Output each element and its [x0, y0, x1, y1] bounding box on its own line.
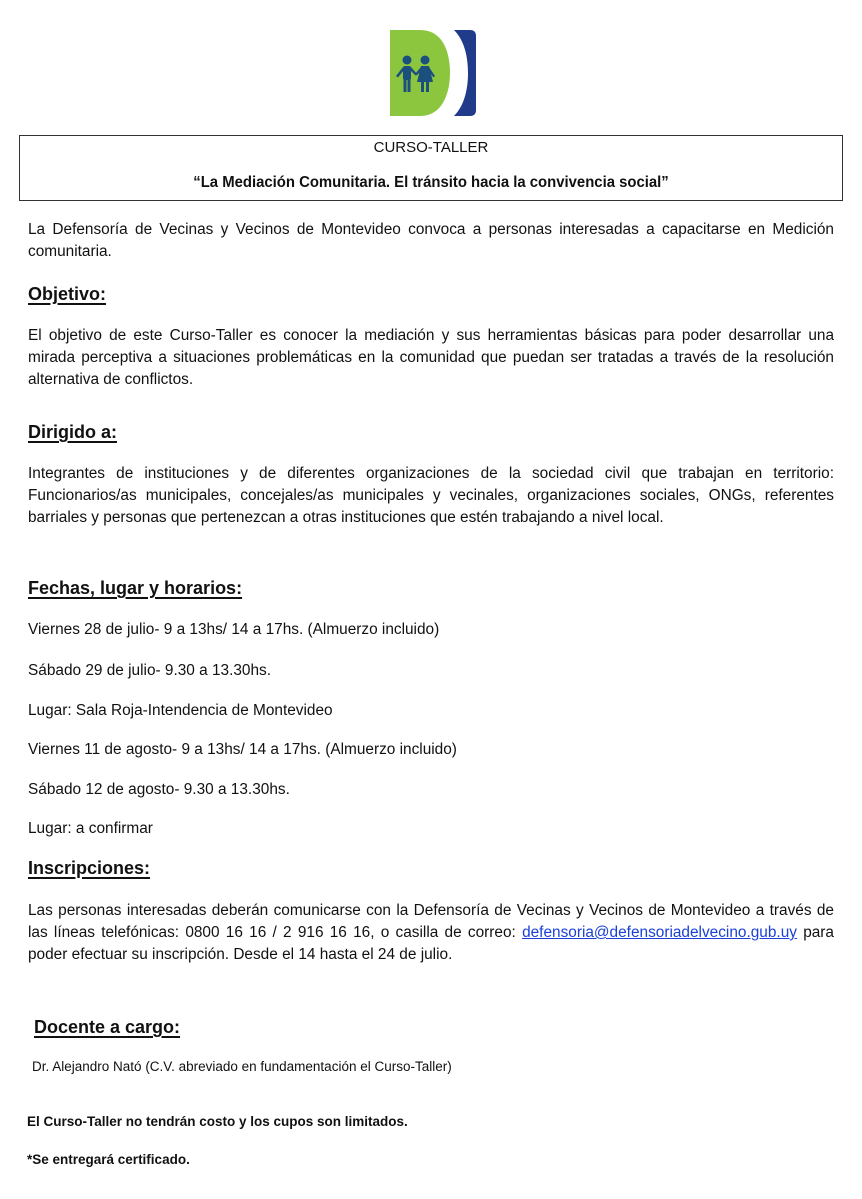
defensoria-logo: [388, 28, 478, 118]
course-title: “La Mediación Comunitaria. El tránsito hacia la convivencia social”: [193, 174, 669, 191]
schedule-line: Viernes 11 de agosto- 9 a 13hs/ 14 a 17hs. (Almuerzo incluido): [28, 741, 457, 758]
inscripciones-text-after: para poder efectuar su inscripción. Desde el 14 hasta el 24 de julio.: [28, 924, 834, 963]
schedule-line: Sábado 12 de agosto- 9.30 a 13.30hs.: [28, 781, 290, 798]
venue-line: Lugar: Sala Roja-Intendencia de Montevideo: [28, 702, 333, 719]
cost-note: El Curso-Taller no tendrán costo y los cupos son limitados.: [27, 1114, 408, 1129]
inscripciones-text-before: Las personas interesadas deberán comunicarse con la Defensoría de Vecinas y Vecinos de Montevideo a través de las líneas telefónicas: 0800 16 16 / 2 916 16 16, o casilla de correo:: [28, 902, 834, 941]
dirigido-paragraph: Integrantes de instituciones y de diferentes organizaciones de la sociedad civil que trabajan en territorio: Funcionarios/as municipales, concejales/as municipales y vecinales, organizaciones sociales, ONGs, referentes barriales y personas que pertenezcan a otras instituciones que estén trabajando a nivel local.: [28, 465, 834, 526]
course-type-label: CURSO-TALLER: [373, 139, 489, 156]
schedule-line: Sábado 29 de julio- 9.30 a 13.30hs.: [28, 662, 272, 679]
logo-mark-icon: [388, 28, 478, 118]
email-link[interactable]: defensoria@defensoriadelvecino.gub.uy: [522, 924, 797, 941]
objetivo-heading: Objetivo:: [28, 284, 107, 304]
inscripciones-heading: Inscripciones:: [28, 858, 151, 878]
intro-paragraph: La Defensoría de Vecinas y Vecinos de Montevideo convoca a personas interesadas a capacitarse en Medición comunitaria.: [28, 221, 834, 260]
certificate-note: *Se entregará certificado.: [27, 1152, 190, 1167]
docente-heading: Docente a cargo:: [34, 1017, 181, 1037]
inscripciones-paragraph: [28, 900, 834, 966]
venue-line: Lugar: a confirmar: [28, 820, 153, 837]
schedule-line: Viernes 28 de julio- 9 a 13hs/ 14 a 17hs. (Almuerzo incluido): [28, 621, 440, 638]
objetivo-paragraph: El objetivo de este Curso-Taller es conocer la mediación y sus herramientas básicas para poder desarrollar una mirada perceptiva a situaciones problemáticas en la comunidad que puedan ser tratadas a través de la resolución alternativa de conflictos.: [28, 327, 834, 388]
dirigido-heading: Dirigido a:: [28, 422, 117, 442]
docente-name: Dr. Alejandro Nató (C.V. abreviado en fundamentación el Curso-Taller): [32, 1059, 452, 1074]
fechas-heading: Fechas, lugar y horarios:: [28, 578, 243, 598]
title-box: [19, 135, 843, 201]
